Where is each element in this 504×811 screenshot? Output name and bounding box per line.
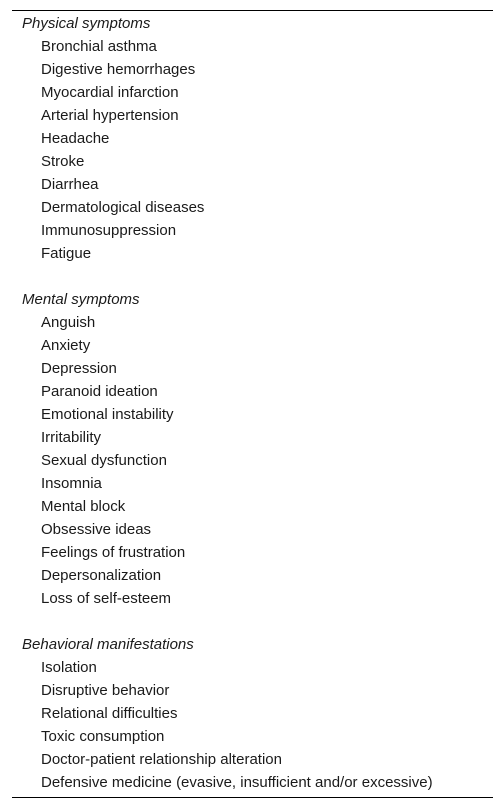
list-item: Feelings of frustration bbox=[41, 544, 186, 561]
list-item: Dermatological diseases bbox=[41, 199, 205, 216]
list-item: Mental block bbox=[41, 498, 126, 515]
list-item: Immunosuppression bbox=[41, 222, 177, 239]
list-item: Paranoid ideation bbox=[41, 383, 158, 400]
section-spacer bbox=[12, 610, 493, 633]
section-title: Behavioral manifestations bbox=[22, 636, 194, 653]
list-item: Insomnia bbox=[41, 475, 102, 492]
list-item: Relational difficulties bbox=[41, 705, 178, 722]
list-item: Irritability bbox=[41, 429, 102, 446]
section-title: Mental symptoms bbox=[22, 291, 140, 308]
list-item: Sexual dysfunction bbox=[41, 452, 167, 469]
list-item: Toxic consumption bbox=[41, 728, 165, 745]
section-spacer bbox=[12, 265, 493, 288]
list-item: Depersonalization bbox=[41, 567, 162, 584]
list-item: Fatigue bbox=[41, 245, 92, 262]
section-behavioral-manifestations bbox=[12, 633, 493, 794]
list-item: Loss of self-esteem bbox=[41, 590, 172, 607]
list-item: Digestive hemorrhages bbox=[41, 61, 196, 78]
section-mental-symptoms bbox=[12, 288, 493, 610]
list-item: Obsessive ideas bbox=[41, 521, 152, 538]
list-item: Isolation bbox=[41, 659, 97, 676]
list-item: Stroke bbox=[41, 153, 85, 170]
list-item: Arterial hypertension bbox=[41, 107, 179, 124]
list-item: Defensive medicine (evasive, insufficient and/or excessive) bbox=[41, 774, 433, 791]
symptoms-table bbox=[12, 10, 493, 798]
section-physical-symptoms bbox=[12, 12, 493, 265]
list-item: Anguish bbox=[41, 314, 96, 331]
list-item: Disruptive behavior bbox=[41, 682, 170, 699]
list-item: Doctor-patient relationship alteration bbox=[41, 751, 282, 768]
list-item: Myocardial infarction bbox=[41, 84, 179, 101]
section-title: Physical symptoms bbox=[22, 15, 151, 32]
list-item: Headache bbox=[41, 130, 110, 147]
list-item: Anxiety bbox=[41, 337, 91, 354]
list-item: Diarrhea bbox=[41, 176, 99, 193]
list-item: Depression bbox=[41, 360, 117, 377]
list-item: Bronchial asthma bbox=[41, 38, 157, 55]
list-item: Emotional instability bbox=[41, 406, 174, 423]
